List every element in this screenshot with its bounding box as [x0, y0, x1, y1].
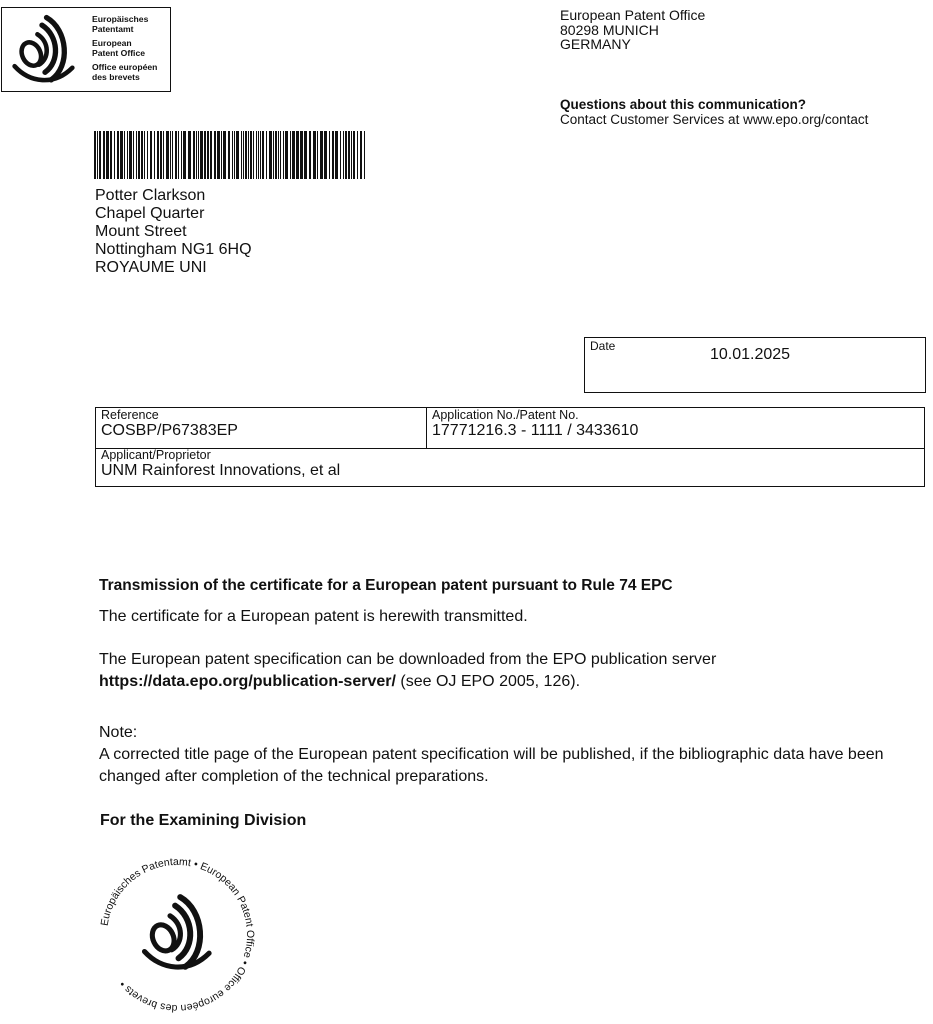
barcode-bar	[124, 131, 125, 179]
barcode-bar	[170, 131, 171, 179]
barcode-bar	[217, 131, 220, 179]
download-text: The European patent specification can be downloaded from the EPO publication server	[99, 651, 717, 668]
logo-line: European	[92, 38, 132, 48]
applicant-value: UNM Rainforest Innovations, et al	[101, 462, 341, 479]
barcode-bar	[329, 131, 330, 179]
logo-line: Office européen	[92, 62, 158, 72]
barcode-bar	[234, 131, 235, 179]
signoff: For the Examining Division	[100, 812, 307, 829]
date-box	[584, 337, 926, 393]
barcode-bar	[133, 131, 134, 179]
barcode-bar	[300, 131, 303, 179]
office-address-line: GERMANY	[560, 36, 631, 52]
download-paragraph	[99, 649, 716, 693]
barcode-bar	[243, 131, 244, 179]
barcode-bar	[275, 131, 277, 179]
barcode-bar	[236, 131, 239, 179]
barcode-bar	[223, 131, 226, 179]
office-address-line: European Patent Office	[560, 7, 706, 23]
barcode-bar	[200, 131, 203, 179]
barcode-bar	[280, 131, 281, 179]
barcode-bar	[250, 131, 252, 179]
reference-cell	[96, 408, 427, 449]
application-number-cell	[427, 408, 924, 449]
questions-block	[560, 97, 868, 127]
barcode-bar	[340, 131, 341, 179]
questions-contact: Contact Customer Services at www.epo.org/contact	[560, 112, 869, 127]
barcode-bar	[228, 131, 230, 179]
barcode-bar	[110, 131, 112, 179]
barcode-bar	[313, 131, 316, 179]
barcode-bar	[364, 131, 365, 179]
barcode-bar	[97, 131, 98, 179]
application-number-label: Application No./Patent No.	[432, 408, 579, 422]
barcode-bar	[99, 131, 101, 179]
addressee-line: Potter Clarkson	[95, 187, 206, 204]
oj-reference: (see OJ EPO 2005, 126).	[395, 673, 581, 690]
barcode-bar	[360, 131, 362, 179]
barcode-bar	[253, 131, 254, 179]
applicant-label: Applicant/Proprietor	[101, 448, 211, 462]
barcode-bar	[144, 131, 145, 179]
barcode-bar	[183, 131, 186, 179]
addressee-line: Chapel Quarter	[95, 205, 205, 222]
barcode-bar	[357, 131, 358, 179]
office-address	[560, 8, 705, 52]
barcode-bar	[188, 131, 191, 179]
addressee-line: Nottingham NG1 6HQ	[95, 241, 252, 258]
barcode-bar	[256, 131, 257, 179]
barcode-bar	[221, 131, 222, 179]
barcode-bar	[348, 131, 350, 179]
barcode-bar	[154, 131, 155, 179]
barcode-bar	[129, 131, 132, 179]
barcode-bar	[283, 131, 284, 179]
barcode-bar	[106, 131, 109, 179]
barcode-bar	[304, 131, 307, 179]
barcode-bar	[172, 131, 173, 179]
barcode-bar	[285, 131, 288, 179]
application-number-value: 17771216.3 - 1111 / 3433610	[432, 422, 639, 439]
note-label: Note:	[99, 724, 138, 741]
barcode-bar	[114, 131, 115, 179]
barcode-bar	[120, 131, 123, 179]
date-label: Date	[590, 339, 616, 353]
applicant-cell	[96, 449, 924, 486]
barcode-bar	[103, 131, 105, 179]
logo-line: Patentamt	[92, 24, 134, 34]
addressee-block	[95, 187, 252, 277]
barcode-bar	[278, 131, 279, 179]
logo-line: Patent Office	[92, 48, 146, 58]
barcode-bar	[196, 131, 197, 179]
barcode-bar	[266, 131, 267, 179]
seal-ring-text	[99, 856, 256, 1014]
seal-logo-icon	[145, 897, 210, 967]
barcode-bar	[198, 131, 199, 179]
seal-ring-textpath: Europäisches Patentamt • European Patent Office • Office européen des brevets •	[98, 855, 257, 1015]
barcode-bar	[245, 131, 247, 179]
barcode-bar	[166, 131, 169, 179]
epo-logo-icon	[7, 13, 83, 89]
certificate-paragraph: The certificate for a European patent is herewith transmitted.	[99, 608, 528, 625]
office-address-line: 80298 MUNICH	[560, 21, 659, 38]
barcode-bar	[269, 131, 272, 179]
barcode-bar	[241, 131, 242, 179]
barcode-bar	[273, 131, 274, 179]
barcode-bar	[345, 131, 347, 179]
epo-logo-block	[1, 7, 171, 92]
barcode-bar	[207, 131, 209, 179]
publication-server-link[interactable]: https://data.epo.org/publication-server/	[99, 673, 396, 690]
barcode-bar	[193, 131, 195, 179]
barcode-bar	[317, 131, 318, 179]
questions-title: Questions about this communication?	[560, 97, 807, 112]
barcode-bar	[127, 131, 128, 179]
barcode-bar	[94, 131, 96, 179]
barcode-bar	[262, 131, 264, 179]
barcode-bar	[309, 131, 311, 179]
barcode-bar	[292, 131, 295, 179]
barcode-bar	[204, 131, 206, 179]
barcode-bar	[138, 131, 140, 179]
addressee-line: Mount Street	[95, 223, 187, 240]
addressee-line: ROYAUME UNI	[95, 259, 207, 276]
note-text: A corrected title page of the European patent specification will be published, if the bibliographic data have been changed after completion of the technical preparations.	[99, 746, 884, 785]
barcode-bar	[353, 131, 355, 179]
barcode-bar	[351, 131, 352, 179]
barcode-bar	[181, 131, 182, 179]
barcode-bar	[178, 131, 179, 179]
barcode-bar	[258, 131, 259, 179]
barcode-bar	[210, 131, 212, 179]
barcode	[94, 131, 369, 179]
barcode-bar	[136, 131, 137, 179]
barcode-bar	[141, 131, 143, 179]
reference-label: Reference	[101, 408, 159, 422]
barcode-bar	[157, 131, 159, 179]
barcode-bar	[296, 131, 299, 179]
barcode-bar	[117, 131, 119, 179]
reference-value: COSBP/P67383EP	[101, 422, 238, 439]
barcode-bar	[160, 131, 162, 179]
barcode-bar	[232, 131, 233, 179]
barcode-bar	[320, 131, 323, 179]
barcode-bar	[248, 131, 249, 179]
logo-line: Europäisches	[92, 14, 149, 24]
note-block	[99, 722, 919, 788]
barcode-bar	[214, 131, 216, 179]
barcode-bar	[332, 131, 334, 179]
reference-table	[95, 407, 925, 487]
barcode-bar	[175, 131, 177, 179]
barcode-bar	[260, 131, 261, 179]
document-title: Transmission of the certificate for a European patent pursuant to Rule 74 EPC	[99, 577, 673, 594]
epo-seal	[92, 850, 262, 1020]
epo-logo-text	[92, 14, 157, 82]
barcode-bar	[147, 131, 148, 179]
barcode-bar	[163, 131, 164, 179]
barcode-bar	[290, 131, 291, 179]
barcode-bar	[324, 131, 327, 179]
barcode-bar	[150, 131, 152, 179]
date-value: 10.01.2025	[710, 346, 791, 363]
logo-line: des brevets	[92, 72, 140, 82]
barcode-bar	[343, 131, 344, 179]
barcode-bar	[335, 131, 338, 179]
